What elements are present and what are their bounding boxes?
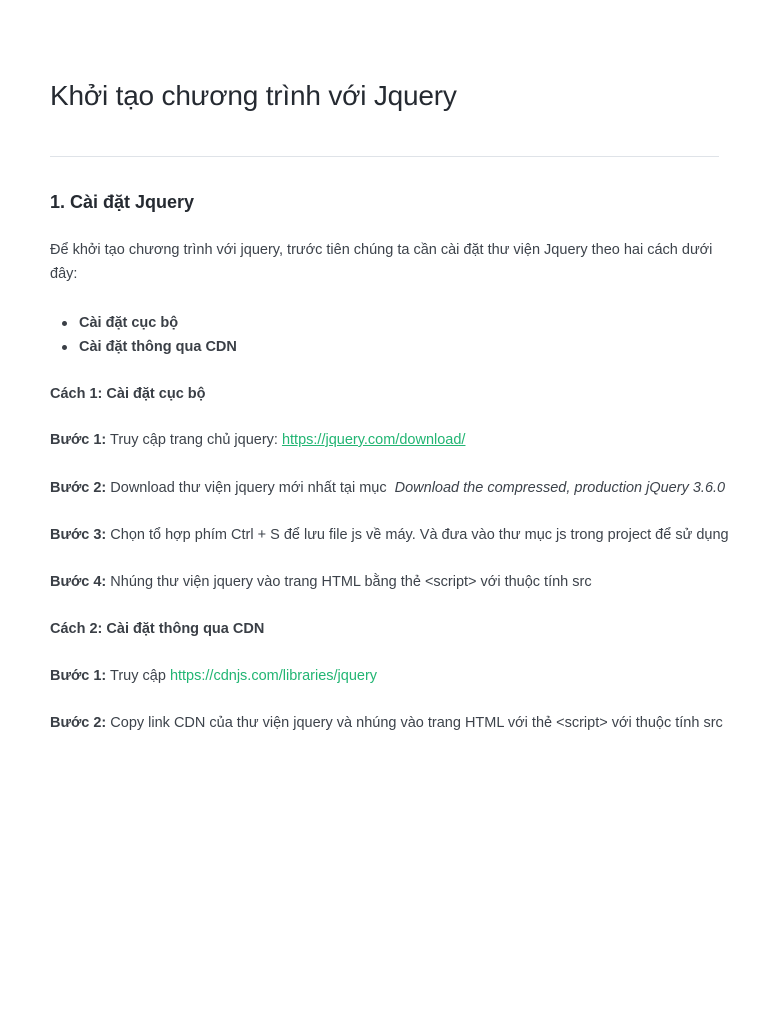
- install-methods-list: [50, 311, 237, 359]
- bullet-icon: [62, 321, 67, 326]
- step-text: Download thư viện jquery mới nhất tại mục: [106, 480, 391, 496]
- step-label: Bước 3:: [50, 527, 107, 543]
- jquery-download-link[interactable]: https://jquery.com/download/: [281, 432, 466, 448]
- step-label: Bước 1:: [50, 432, 107, 448]
- step-text: Truy cập trang chủ jquery:: [106, 432, 282, 448]
- method1-step1: [50, 429, 465, 451]
- step-label: Bước 2:: [50, 480, 107, 496]
- step-text: Truy cập: [106, 668, 170, 684]
- method2-heading: Cách 2: Cài đặt thông qua CDN: [50, 621, 265, 637]
- step-text: Nhúng thư viện jquery vào trang HTML bằng thẻ <script> với thuộc tính src: [106, 574, 592, 590]
- list-item-label: Cài đặt cục bộ: [79, 315, 179, 331]
- method1-step2: [50, 477, 725, 499]
- list-item: [50, 335, 237, 359]
- method2-step1: [50, 665, 377, 687]
- cdnjs-jquery-link[interactable]: https://cdnjs.com/libraries/jquery: [169, 668, 378, 684]
- bullet-icon: [62, 345, 67, 350]
- title-divider: [50, 156, 719, 157]
- section-heading-install-jquery: 1. Cài đặt Jquery: [50, 192, 195, 212]
- method1-heading: Cách 1: Cài đặt cục bộ: [50, 386, 206, 402]
- step-label: Bước 2:: [50, 715, 107, 731]
- list-item: [50, 311, 237, 335]
- page-title: Khởi tạo chương trình với Jquery: [50, 80, 457, 111]
- list-item-label: Cài đặt thông qua CDN: [79, 339, 237, 355]
- method1-step3: [50, 524, 729, 546]
- step-text: Copy link CDN của thư viện jquery và nhúng vào trang HTML với thẻ <script> với thuộc tính src: [106, 715, 723, 731]
- step-label: Bước 1:: [50, 668, 107, 684]
- method2-step2: [50, 712, 723, 734]
- intro-paragraph: Để khởi tạo chương trình với jquery, trước tiên chúng ta cần cài đặt thư viện Jquery theo hai cách dưới đây:: [50, 242, 713, 282]
- method1-step4: [50, 571, 592, 593]
- download-section-name: Download the compressed, production jQuery 3.6.0: [394, 480, 726, 496]
- step-text: Chọn tổ hợp phím Ctrl + S để lưu file js về máy. Và đưa vào thư mục js trong project để sử dụng: [106, 527, 729, 543]
- step-label: Bước 4:: [50, 574, 107, 590]
